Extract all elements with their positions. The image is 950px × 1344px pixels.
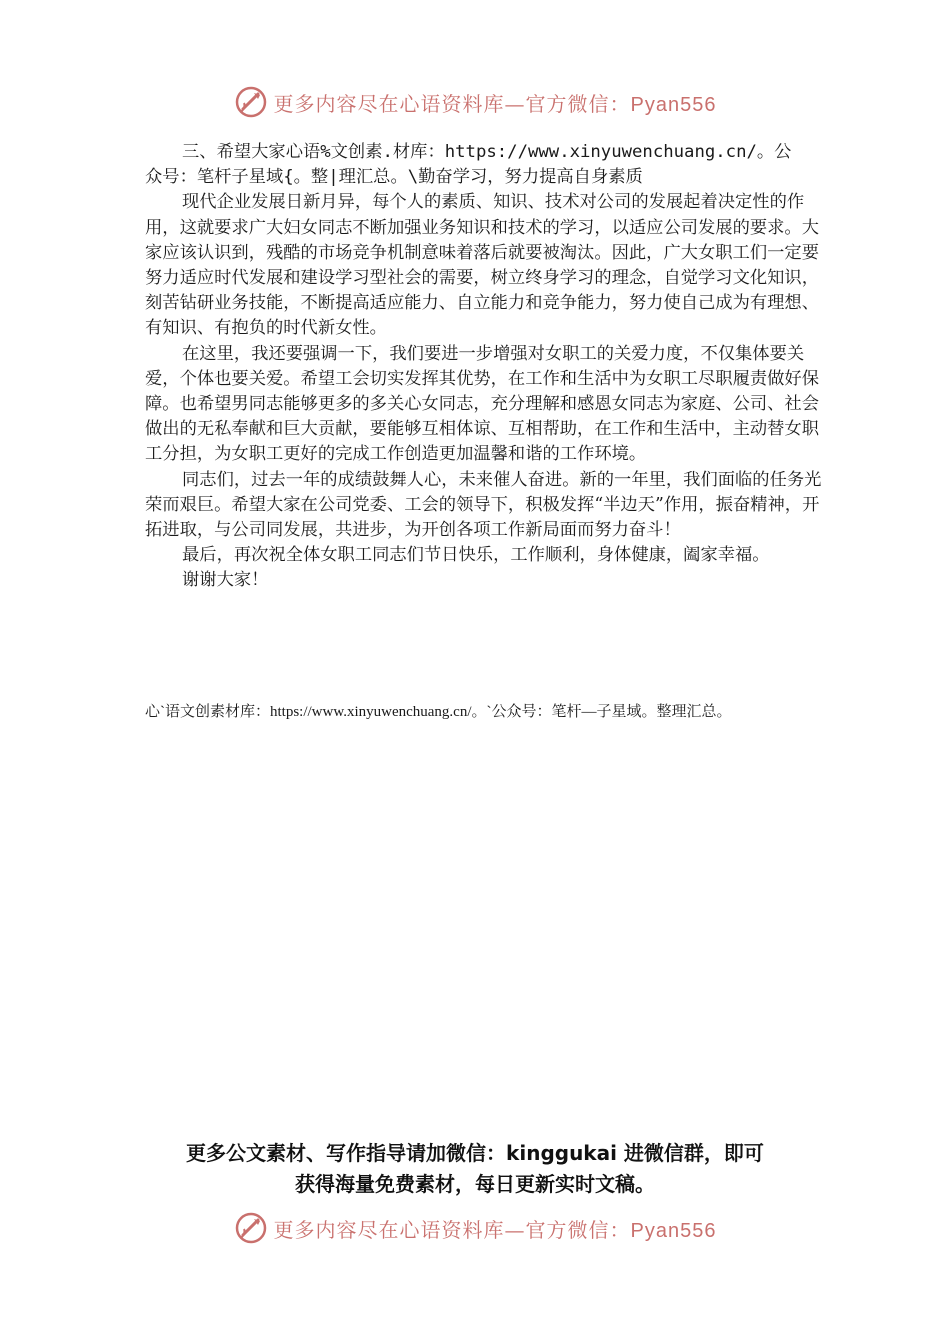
logo-icon (234, 85, 268, 119)
paragraph: 在这里，我还要强调一下，我们要进一步增强对女职工的关爱力度，不仅集体要关爱，个体也要关爱。希望工会切实发挥其优势，在工作和生活中为女职工尽职履责做好保障。也希望男同志能够更多的多关心女同志，充分理解和感恩女同志为家庭、公司、社会做出的无私奉献和巨大贡献，要能够互相体谅、互相帮助，在工作和生活中，主动替女职工分担，为女职工更好的完成工作创造更加温馨和谐的工作环境。 (145, 343, 819, 465)
paragraph: 最后，再次祝全体女职工同志们节日快乐，工作顺利，身体健康，阖家幸福。 (182, 545, 770, 566)
paragraph: 同志们，过去一年的成绩鼓舞人心，未来催人奋进。新的一年里，我们面临的任务光荣而艰巨。希望大家在公司党委、工会的领导下，积极发挥“半边天”作用，振奋精神，开拓进取，与公司同发展，共进步，为开创各项工作新局面而努力奋斗！ (145, 469, 822, 541)
logo-icon (234, 1211, 268, 1245)
footnote: 心`语文创素材库：https://www.xinyuwenchuang.cn/。`公众号：笔杆—子星域。整理汇总。 (145, 704, 732, 720)
closing-thanks: 谢谢大家！ (182, 570, 269, 591)
banner-text: 更多内容尽在心语资料库—官方微信：Pyan556 (273, 91, 717, 116)
header-banner (0, 80, 950, 124)
paragraph: 现代企业发展日新月异，每个人的素质、知识、技术对公司的发展起着决定性的作用，这就要求广大妇女同志不断加强业务知识和技术的学习，以适应公司发展的要求。大家应该认识到，残酷的市场竞争机制意味着落后就要被淘汰。因此，广大女职工们一定要努力适应时代发展和建设学习型社会的需要，树立终身学习的理念，自觉学习文化知识，刻苦钻研业务技能，不断提高适应能力、自立能力和竞争能力，努力使自己成为有理想、有知识、有抱负的时代新女性。 (145, 192, 819, 339)
footer-banner (0, 1206, 950, 1250)
promo-text: 更多公文素材、写作指导请加微信：kinggukai 进微信群，即可 获得海量免费素材，每日更新实时文稿。 (186, 1141, 764, 1196)
document-body (145, 140, 825, 594)
section-heading-cont: 众号：笔杆子星域{。整|理汇总。\勤奋学习，努力提高自身素质 (145, 167, 643, 188)
banner-text: 更多内容尽在心语资料库—官方微信：Pyan556 (273, 1217, 717, 1242)
section-heading: 三、希望大家心语%文创素.材库：https://www.xinyuwenchuang.cn/。公 (182, 142, 792, 162)
